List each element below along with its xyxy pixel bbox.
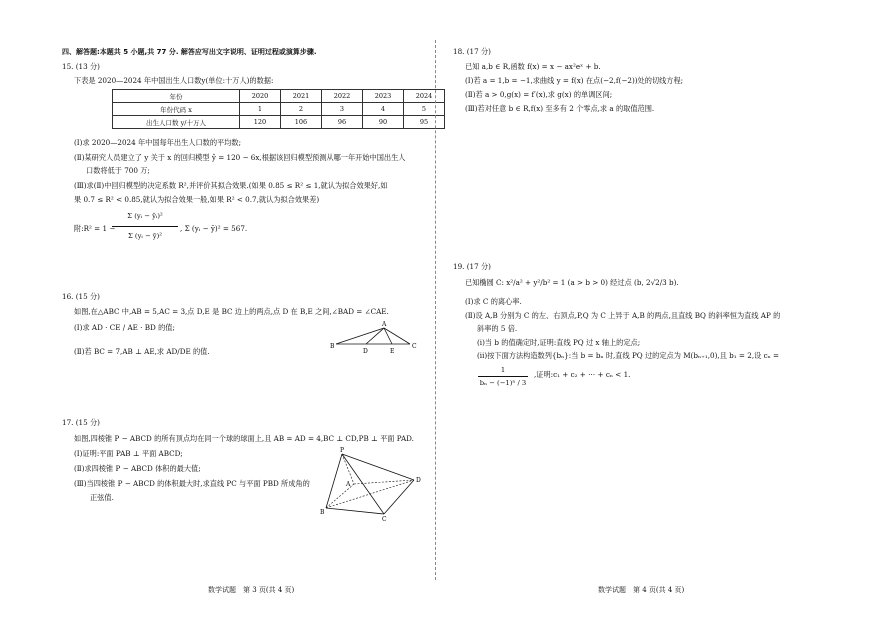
q19-part2i: (ⅰ)当 b 的值确定时,证明:直线 PQ 过 x 轴上的定点;: [477, 338, 641, 347]
triangle-figure: [330, 318, 420, 358]
q15-formula-tail: , Σ (yᵢ − ȳ)² = 567.: [180, 224, 248, 233]
q19-part2ii-tail: ,证明:c₁ + c₂ + ⋯ + cₙ < 1.: [534, 370, 631, 379]
fraction-bar: [112, 226, 178, 227]
label-e: E: [390, 348, 395, 355]
q19-part1: (Ⅰ)求 C 的离心率.: [465, 297, 522, 306]
pyramid-figure: [318, 447, 428, 523]
table-cell: 2021: [281, 90, 322, 103]
label-b: B: [320, 509, 325, 516]
q17-part2: (Ⅱ)求四棱锥 P − ABCD 体积的最大值;: [74, 464, 201, 473]
label-a: A: [346, 481, 351, 488]
q17-part1: (Ⅰ)证明:平面 PAB ⊥ 平面 ABCD;: [74, 449, 183, 458]
q15-formula-denominator: Σ (yᵢ − ȳ)²: [127, 232, 163, 240]
q18-number: 18. (17 分): [453, 47, 491, 56]
q18-part3: (Ⅲ)若对任意 b ∈ R,f(x) 至多有 2 个零点,求 a 的取值范围.: [465, 104, 655, 113]
table-row: [113, 103, 445, 116]
table-cell: 2023: [363, 90, 404, 103]
label-c: C: [382, 516, 387, 523]
q19-c-numerator: 1: [500, 366, 506, 374]
q15-formula-numerator: Σ (yᵢ − ŷᵢ)²: [127, 212, 163, 220]
q16-part1: (Ⅰ)求 AD · CE / AE · BD 的值;: [74, 323, 175, 332]
table-cell: 1: [240, 103, 281, 116]
q16-part2: (Ⅱ)若 BC = 7,AB ⊥ AE,求 AD/DE 的值.: [74, 347, 210, 356]
table-row-header: 年份: [113, 90, 240, 103]
table-cell: 2022: [322, 90, 363, 103]
label-c: C: [412, 343, 417, 350]
q19-part2b: 斜率的 5 倍.: [477, 324, 518, 333]
table-cell: 2024: [404, 90, 445, 103]
page-footer-left: 数学试题 第 3 页(共 4 页): [208, 586, 295, 594]
label-d: D: [363, 348, 368, 355]
table-row-header: 年份代码 x: [113, 103, 240, 116]
label-b: B: [330, 343, 335, 350]
label-p: P: [340, 447, 345, 454]
q19-part2a: (Ⅱ)设 A,B 分别为 C 的左、右顶点,P,Q 为 C 上异于 A,B 的两点,且直线 BQ 的斜率恒为直线 AP 的: [465, 311, 781, 320]
table-cell: 2020: [240, 90, 281, 103]
table-cell: 95: [404, 116, 445, 129]
fraction-bar: [478, 376, 528, 377]
table-cell: 2: [281, 103, 322, 116]
table-cell: 4: [363, 103, 404, 116]
label-d: D: [416, 477, 421, 484]
table-row-header: 出生人口数 y/十万人: [113, 116, 240, 129]
label-a: A: [382, 321, 387, 328]
table-cell: 96: [322, 116, 363, 129]
q15-part2b: 口数将低于 700 万;: [86, 166, 150, 175]
q15-part3b: 果 0.7 ≤ R² < 0.85,就认为拟合效果一般,如果 R² < 0.7,就认为拟合效果差): [74, 195, 320, 204]
q15-part1: (Ⅰ)求 2020—2024 年中国每年出生人口数的平均数;: [74, 138, 242, 147]
page-footer-right: 数学试题 第 4 页(共 4 页): [598, 586, 685, 594]
q15-intro: 下表是 2020—2024 年中国出生人口数y(单位:十万人)的数据:: [74, 76, 274, 85]
q17-number: 17. (15 分): [62, 418, 100, 427]
q19-number: 19. (17 分): [453, 262, 491, 271]
q18-line1: 已知 a,b ∈ R,函数 f(x) = x − ax²eˣ + b.: [465, 62, 601, 71]
table-cell: 120: [240, 116, 281, 129]
q19-c-denominator: bₙ − (−1)ⁿ / 3: [479, 379, 527, 387]
q18-part1: (Ⅰ)若 a = 1,b = −1,求曲线 y = f(x) 在点(−2,f(−2))处的切线方程;: [465, 76, 684, 85]
q15-part2a: (Ⅱ)某研究人员建立了 y 关于 x 的回归模型 ŷ = 120 − 6x,根据该回归模型预测从哪一年开始中国出生人: [74, 153, 406, 162]
table-cell: 106: [281, 116, 322, 129]
q18-part2: (Ⅱ)若 a > 0,g(x) = f′(x),求 g(x) 的单调区间;: [465, 90, 613, 99]
table-cell: 3: [322, 103, 363, 116]
q15-part3a: (Ⅲ)求(Ⅱ)中回归模型的决定系数 R²,并评价其拟合效果.(如果 0.85 ≤ R² ≤ 1,就认为拟合效果好,如: [74, 181, 388, 190]
q15-formula-lead: 附:R² = 1 −: [74, 224, 116, 233]
table-row: [113, 90, 445, 103]
q16-line1: 如图,在△ABC 中,AB = 5,AC = 3,点 D,E 是 BC 边上的两点,点 D 在 B,E 之间,∠BAD = ∠CAE.: [74, 307, 389, 316]
table-cell: 5: [404, 103, 445, 116]
section-header: 四、解答题:本题共 5 小题,共 77 分. 解答应写出文字说明、证明过程或演算步骤.: [62, 48, 317, 56]
q19-part2ii: (ⅱ)按下面方法构造数列{bₙ}:当 b = bₙ 时,直线 PQ 过的定点为 M(bₙ₊₁,0),且 b₁ = 2,设 cₙ =: [477, 351, 780, 360]
q17-part3b: 正弦值.: [90, 493, 114, 502]
page-divider: [435, 40, 436, 580]
table-cell: 90: [363, 116, 404, 129]
q16-number: 16. (15 分): [62, 292, 100, 301]
q15-number: 15. (13 分): [62, 62, 100, 71]
q17-part3a: (Ⅲ)当四棱锥 P − ABCD 的体积最大时,求直线 PC 与平面 PBD 所成角的: [74, 479, 310, 488]
q19-line1: 已知椭圆 C: x²/a² + y²/b² = 1 (a > b > 0) 经过点 (b, 2√2/3 b).: [465, 278, 679, 287]
q17-line1: 如图,四棱锥 P − ABCD 的所有顶点均在同一个球的球面上,且 AB = AD = 4,BC ⊥ CD,PB ⊥ 平面 PAD.: [74, 434, 414, 443]
birth-data-table: [112, 89, 445, 129]
table-row: [113, 116, 445, 129]
